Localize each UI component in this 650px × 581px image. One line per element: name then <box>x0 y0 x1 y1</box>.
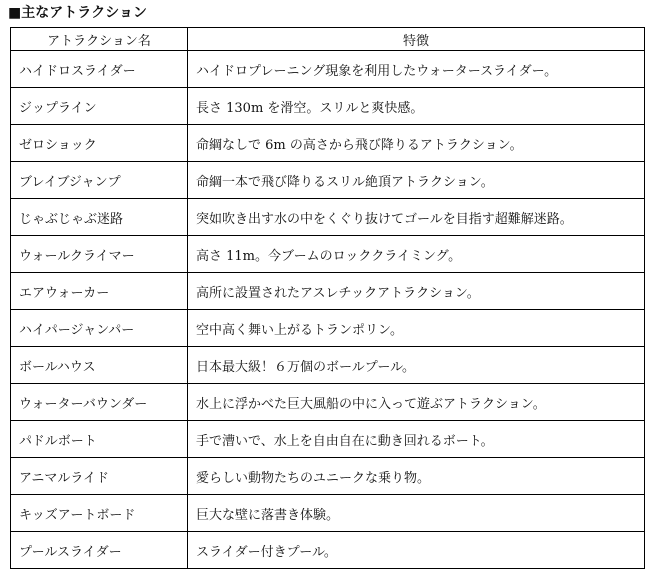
table-row <box>11 273 645 310</box>
attraction-name-cell: アニマルライド <box>11 458 188 495</box>
attraction-name-cell: パドルボート <box>11 421 188 458</box>
attraction-feature-cell: 高さ 11m。今ブームのロッククライミング。 <box>188 236 645 273</box>
table-row <box>11 51 645 88</box>
attraction-feature-cell: 高所に設置されたアスレチックアトラクション。 <box>188 273 645 310</box>
attraction-feature-cell: 命綱一本で飛び降りるスリル絶頂アトラクション。 <box>188 162 645 199</box>
document-title: ■主なアトラクション <box>8 5 147 21</box>
attraction-feature-cell: 日本最大級！６万個のボールプール。 <box>188 347 645 384</box>
attraction-feature-cell: 水上に浮かべた巨大風船の中に入って遊ぶアトラクション。 <box>188 384 645 421</box>
table-row <box>11 236 645 273</box>
attraction-feature-cell: スライダー付きプール。 <box>188 532 645 569</box>
table-row <box>11 495 645 532</box>
table-row <box>11 199 645 236</box>
table-row <box>11 421 645 458</box>
table-row <box>11 162 645 199</box>
table-row <box>11 347 645 384</box>
attractions-table <box>10 27 645 569</box>
table-row <box>11 310 645 347</box>
attraction-feature-cell: 手で漕いで、水上を自由自在に動き回れるボート。 <box>188 421 645 458</box>
attraction-name-cell: ブレイブジャンプ <box>11 162 188 199</box>
attraction-name-cell: ジップライン <box>11 88 188 125</box>
attraction-feature-cell: 命綱なしで 6m の高さから飛び降りるアトラクション。 <box>188 125 645 162</box>
attraction-feature-cell: 長さ 130m を滑空。スリルと爽快感。 <box>188 88 645 125</box>
attraction-name-cell: ハイパージャンパー <box>11 310 188 347</box>
attraction-name-cell: ウォーターバウンダー <box>11 384 188 421</box>
attraction-name-cell: エアウォーカー <box>11 273 188 310</box>
attraction-name-cell: キッズアートボード <box>11 495 188 532</box>
attraction-feature-cell: 空中高く舞い上がるトランポリン。 <box>188 310 645 347</box>
table-row <box>11 88 645 125</box>
attraction-name-cell: ボールハウス <box>11 347 188 384</box>
attraction-name-cell: プールスライダー <box>11 532 188 569</box>
attraction-feature-cell: 巨大な壁に落書き体験。 <box>188 495 645 532</box>
table-row <box>11 458 645 495</box>
attraction-name-cell: ウォールクライマー <box>11 236 188 273</box>
table-header-row <box>11 28 645 51</box>
attraction-feature-cell: 突如吹き出す水の中をくぐり抜けてゴールを目指す超難解迷路。 <box>188 199 645 236</box>
table-row <box>11 532 645 569</box>
table-row <box>11 125 645 162</box>
table-row <box>11 384 645 421</box>
attraction-name-cell: じゃぶじゃぶ迷路 <box>11 199 188 236</box>
attraction-name-cell: ゼロショック <box>11 125 188 162</box>
attraction-feature-cell: 愛らしい動物たちのユニークな乗り物。 <box>188 458 645 495</box>
attraction-feature-cell: ハイドロプレーニング現象を利用したウォータースライダー。 <box>188 51 645 88</box>
header-attraction-name: アトラクション名 <box>11 28 188 51</box>
header-feature: 特徴 <box>188 28 645 51</box>
attraction-name-cell: ハイドロスライダー <box>11 51 188 88</box>
